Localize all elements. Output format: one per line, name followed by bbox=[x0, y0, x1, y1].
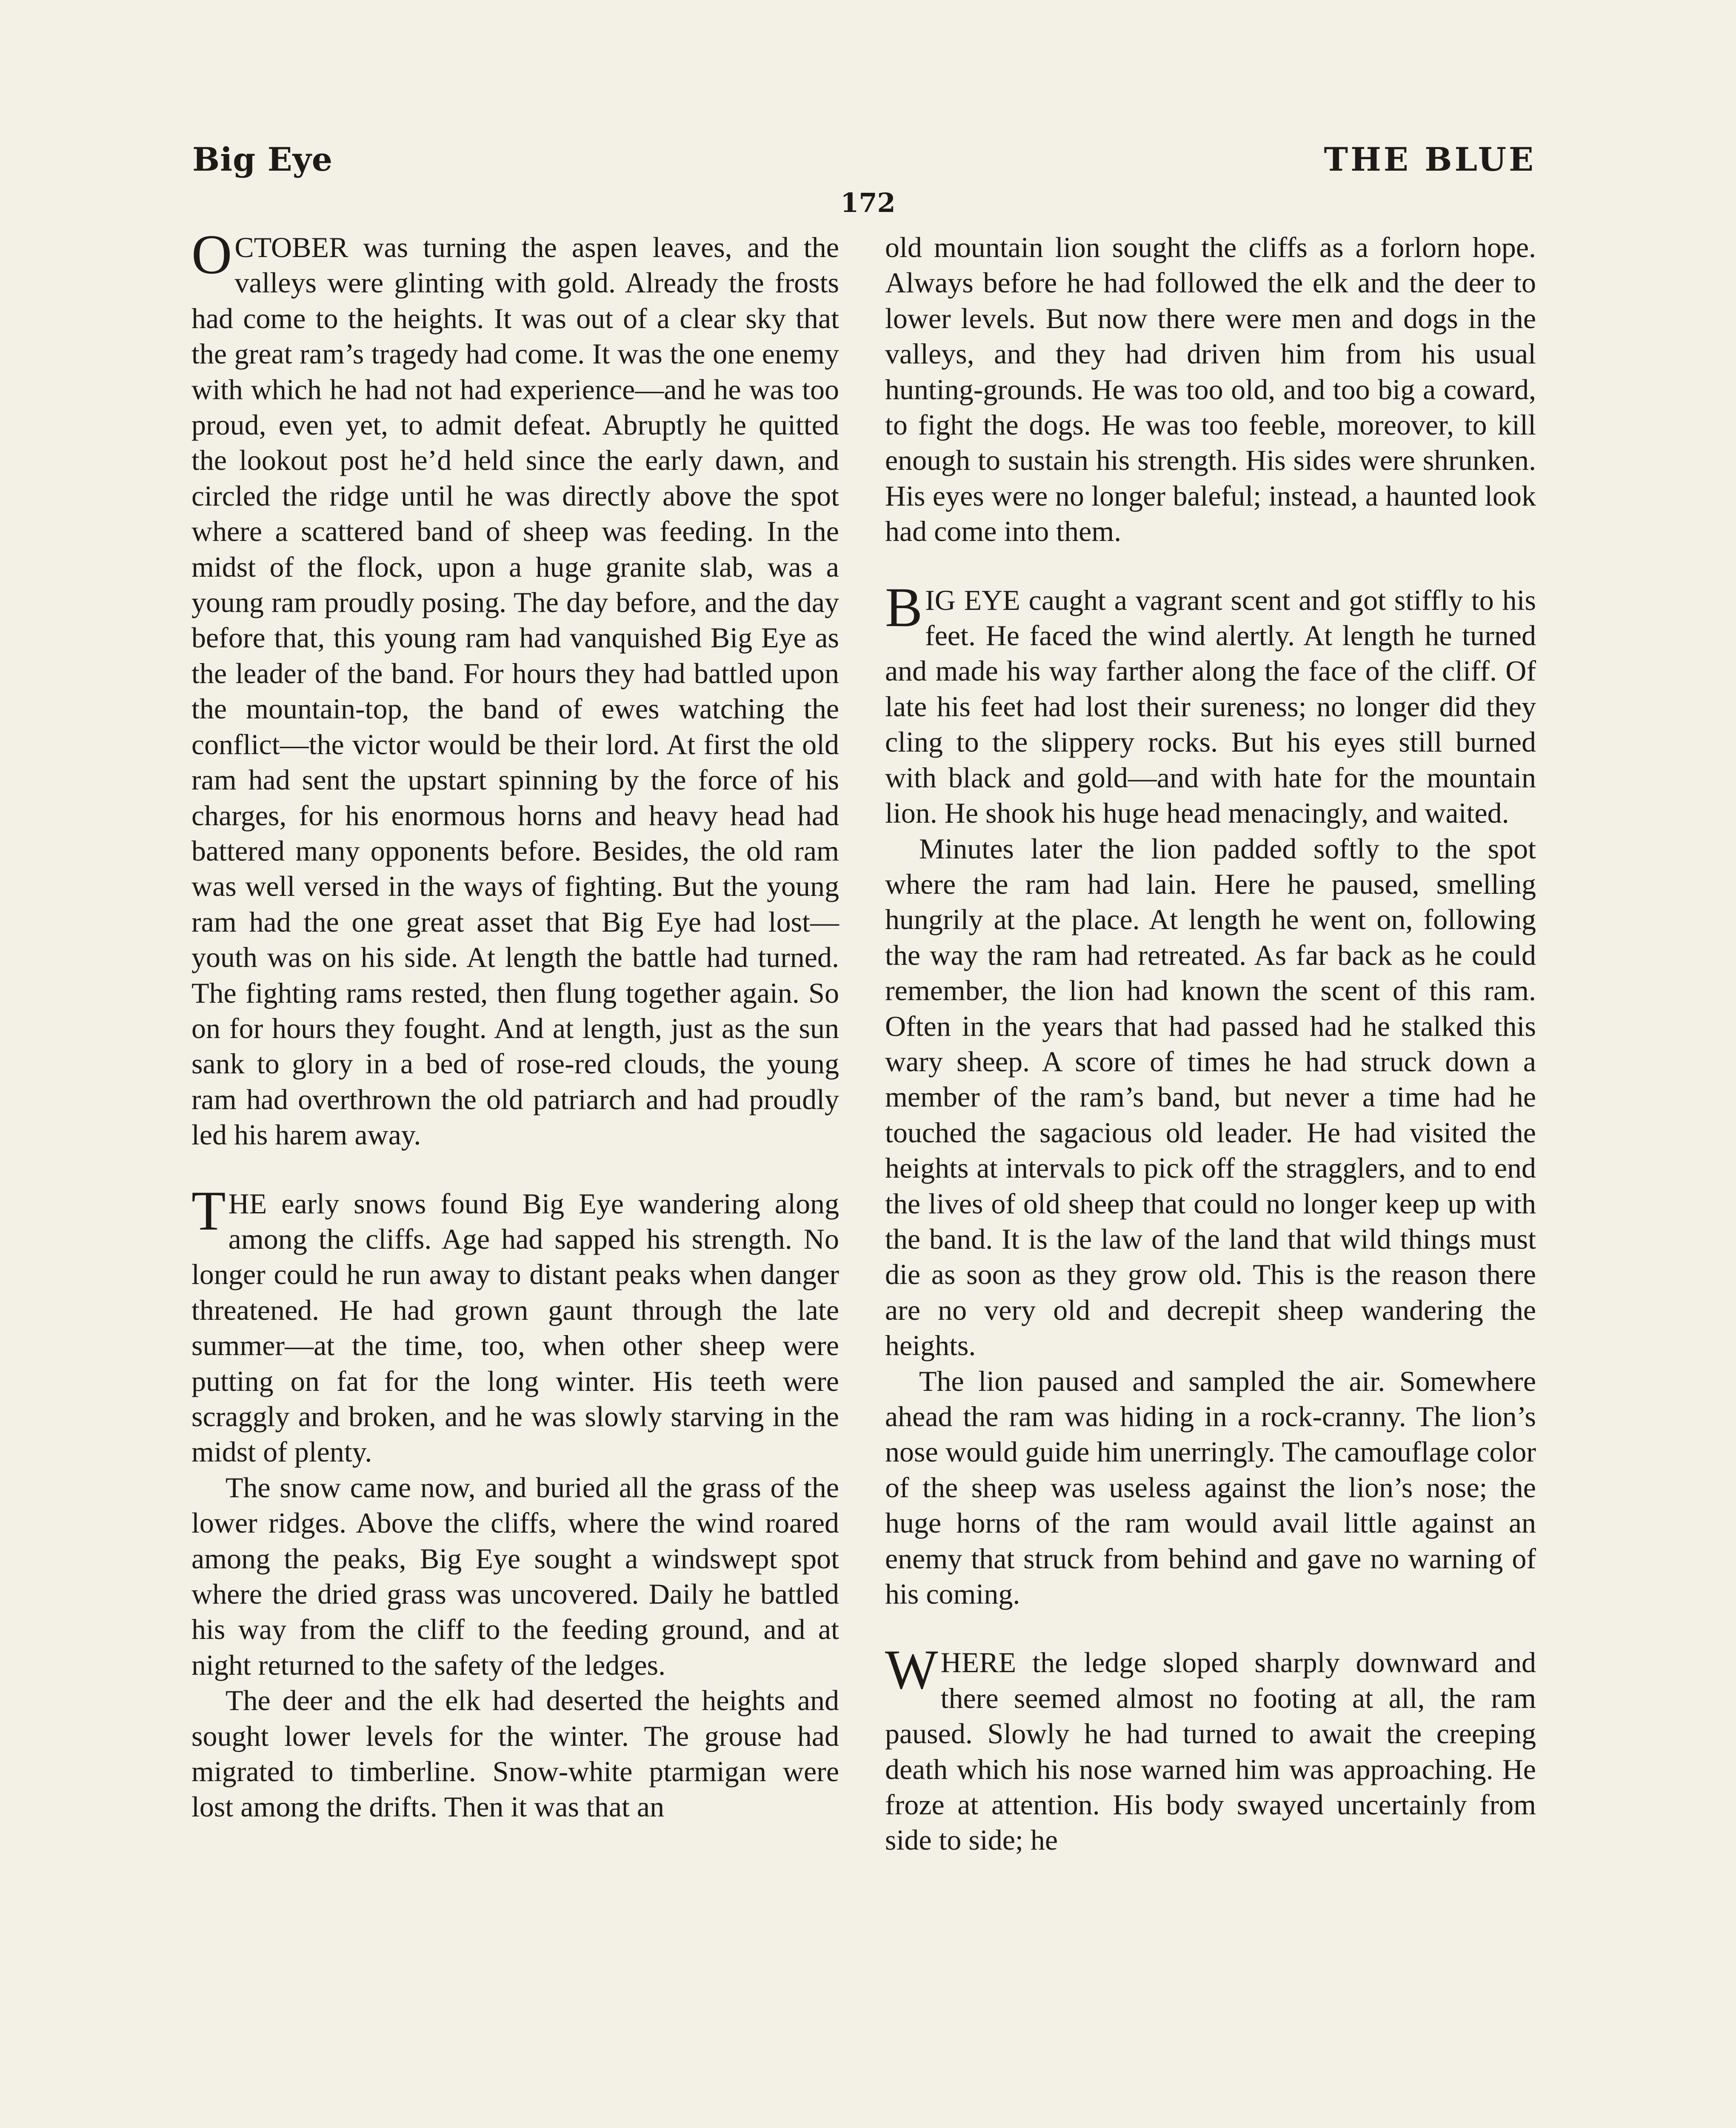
drop-cap-w: W bbox=[885, 1638, 938, 1701]
section-3-paragraph-3: The lion paused and sampled the air. Somewhere ahead the ram was hiding in a rock-cranny. The lion’s nose would guide him unerringly. The camouflage color of the sheep was useless against the lion’s nose; the huge horns of the ram would avail little against an enemy that struck from behind and gave no warning of his coming. bbox=[885, 1364, 1536, 1610]
left-column bbox=[191, 223, 839, 1825]
section-2-paragraph-1 bbox=[191, 1179, 839, 1470]
drop-cap-b: B bbox=[885, 575, 923, 638]
section-2-paragraph-3-continued: old mountain lion sought the cliffs as a forlorn hope. Always before he had followed the elk and the deer to lower levels. But now there were men and dogs in the valleys, and they had driven him from his usual hunting-grounds. He was too old, and too big a coward, to fight the dogs. He was too feeble, moreover, to kill enough to sustain his strength. His sides were shrunken. His eyes were no longer baleful; instead, a haunted look had come into them. bbox=[885, 231, 1536, 548]
story-title: Big Eye bbox=[192, 140, 333, 178]
drop-cap-o: O bbox=[191, 223, 232, 286]
section-1-paragraph-1 bbox=[191, 223, 839, 1153]
page-number: 172 bbox=[840, 187, 896, 218]
drop-cap-t: T bbox=[191, 1179, 226, 1242]
right-column bbox=[885, 230, 1536, 1858]
section-2-paragraph-1-text: HE early snows found Big Eye wandering along among the cliffs. Age had sapped his strength. No longer could he run away to distant peaks when danger threatened. He had grown gaunt through the late summer—at the time, too, when other sheep were putting on fat for the long winter. His teeth were scraggly and broken, and he was slowly starving in the midst of plenty. bbox=[191, 1187, 839, 1468]
section-2-paragraph-2: The snow came now, and buried all the grass of the lower ridges. Above the cliffs, where the wind roared among the peaks, Big Eye sought a windswept spot where the dried grass was uncovered. Daily he battled his way from the cliff to the feeding ground, and at night returned to the safety of the ledges. bbox=[191, 1471, 839, 1681]
section-3-paragraph-2: Minutes later the lion padded softly to the spot where the ram had lain. Here he paused, smelling hungrily at the place. At length he went on, following the way the ram had retreated. As far back as he could remember, the lion had known the scent of this ram. Often in the years that had passed had he stalked this wary sheep. A score of times he had struck down a member of the ram’s band, but never a time had he touched the sagacious old leader. He had visited the heights at intervals to pick off the stragglers, and to end the lives of old sheep that could no longer keep up with the band. It is the law of the land that wild things must die as soon as they grow old. This is the reason there are no very old and decrepit sheep wandering the heights. bbox=[885, 832, 1536, 1362]
magazine-name: THE BLUE bbox=[1324, 140, 1536, 178]
section-3-paragraph-1-text: IG EYE caught a vagrant scent and got stiffly to his feet. He faced the wind alertly. At length he turned and made his way farther along the face of the cliff. Of late his feet had lost their sureness; no longer did they cling to the slippery rocks. But his eyes still burned with black and gold—and with hate for the mountain lion. He shook his huge head menacingly, and waited. bbox=[885, 583, 1536, 829]
section-3-paragraph-1 bbox=[885, 575, 1536, 831]
section-4-paragraph-1 bbox=[885, 1638, 1536, 1858]
section-2-paragraph-3: The deer and the elk had deserted the heights and sought lower levels for the winter. The grouse had migrated to timberline. Snow-white ptarmigan were lost among the drifts. Then it was that an bbox=[191, 1684, 839, 1823]
section-1-paragraph-1-text: CTOBER was turning the aspen leaves, and the valleys were glinting with gold. Already the frosts had come to the heights. It was out of a clear sky that the great ram’s tragedy had come. It was the one enemy with which he had not had experience—and he was too proud, even yet, to admit defeat. Abruptly he quitted the lookout post he’d held since the early dawn, and circled the ridge until he was directly above the spot where a scattered band of sheep was feeding. In the midst of the flock, upon a huge granite slab, was a young ram proudly posing. The day before, and the day before that, this young ram had vanquished Big Eye as the leader of the band. For hours they had battled upon the mountain-top, the band of ewes watching the conflict—the victor would be their lord. At first the old ram had sent the upstart spinning by the force of his charges, for his enormous horns and heavy head had battered many opponents before. Besides, the old ram was well versed in the ways of fighting. But the young ram had the one great asset that Big Eye had lost—youth was on his side. At length the battle had turned. The fighting rams rested, then flung together again. So on for hours they fought. And at length, just as the sun sank to glory in a bed of rose-red clouds, the young ram had overthrown the old patriarch and had proudly led his harem away. bbox=[191, 231, 839, 1151]
section-4-paragraph-1-text: HERE the ledge sloped sharply downward and there seemed almost no footing at all, the ram paused. Slowly he had turned to await the creeping death which his nose warned him was approaching. He froze at attention. His body swayed uncertainly from side to side; he bbox=[885, 1646, 1536, 1856]
